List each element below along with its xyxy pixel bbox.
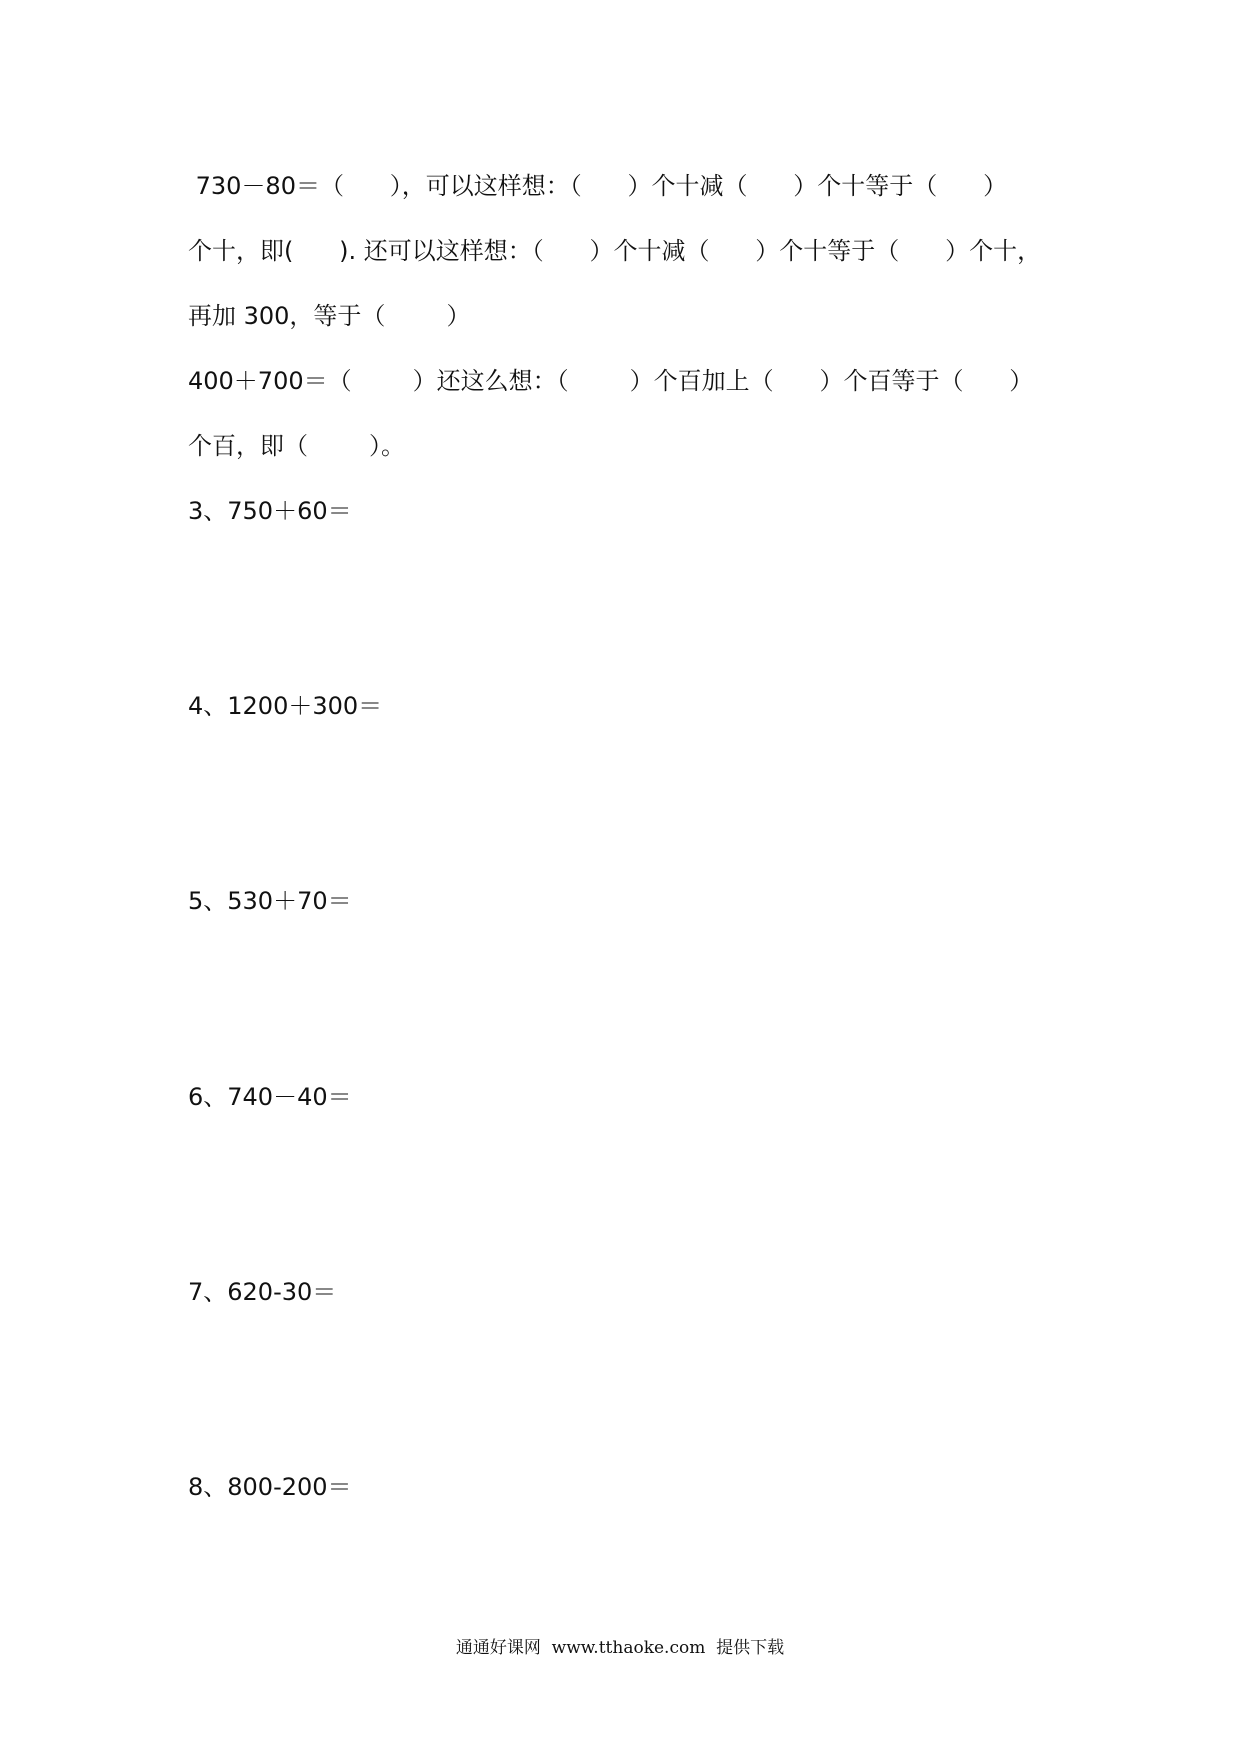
intro-line-1: 730－80＝（ ），可以这样想：（ ）个十减（ ）个十等于（ ） — [188, 172, 1008, 200]
intro-line-4: 400＋700＝（ ）还这么想：（ ）个百加上（ ）个百等于（ ） — [188, 367, 1034, 395]
problem-3: 3、750＋60＝ — [188, 497, 352, 525]
intro-line-2: 个十，即( ). 还可以这样想：（ ）个十减（ ）个十等于（ ）个十， — [188, 237, 1042, 265]
problem-8: 8、800-200＝ — [188, 1473, 352, 1501]
intro-line-3: 再加 300，等于（ ） — [188, 302, 471, 330]
problem-6: 6、740－40＝ — [188, 1083, 352, 1111]
problem-7: 7、620-30＝ — [188, 1278, 337, 1306]
intro-line-5: 个百，即（ ）。 — [188, 432, 406, 460]
problem-4: 4、1200＋300＝ — [188, 692, 383, 720]
footer-watermark: 通通好课网 www.tthaoke.com 提供下载 — [455, 1638, 785, 1658]
problem-5: 5、530＋70＝ — [188, 887, 352, 915]
